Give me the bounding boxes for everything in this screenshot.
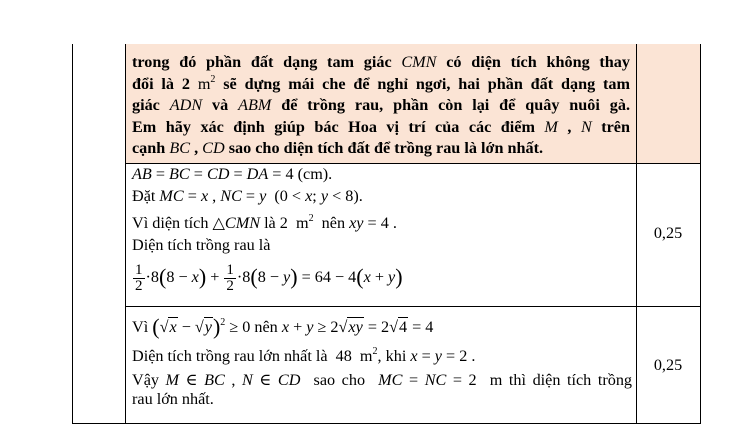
part1-line-4: Diện tích trồng rau là bbox=[132, 235, 271, 254]
problem-score-cell-bg bbox=[637, 44, 700, 163]
part1-score: 0,25 bbox=[653, 224, 683, 242]
part1-line-1: AB = BC = CD = DA = 4 (cm). bbox=[132, 165, 333, 183]
part2-line-4: rau lớn nhất. bbox=[132, 390, 214, 408]
formula-vegetable-area: $\frac{1}{2}$ ·8(8 − x) + $\frac{1}{2}$ ·8(8 − y) = 64 − 4(x + y) bbox=[135, 261, 403, 294]
problem-text bbox=[132, 52, 630, 160]
problem-line: giác ADN và ABM để trồng rau, phần còn lại để quây nuôi gà. bbox=[132, 96, 631, 114]
part2-line-3: Vậy M ∈ BC , N ∈ CD sao cho MC = NC = 2 m thì diện tích trồng bbox=[132, 370, 633, 389]
problem-line: trong đó phần đất dạng tam giác CMN có diện tích không thay bbox=[132, 53, 630, 71]
part1-line-2: Đặt MC = x , NC = y (0 < x; y < 8). bbox=[132, 186, 363, 205]
column-divider-1 bbox=[125, 44, 126, 424]
part2-score: 0,25 bbox=[653, 356, 683, 374]
part2-line-1: Vì $(√x - √y)^2 \ge 0$ nên x + y ≥ 2√xy = 2√4 = 4 bbox=[132, 314, 434, 339]
solution-table bbox=[72, 44, 701, 424]
problem-line: đổi là 2 $m^2$ sẽ dựng mái che để nghỉ ngơi, hai phần đất dạng tam bbox=[132, 73, 630, 93]
problem-line: Em hãy xác định giúp bác Hoa vị trí của các điểm M , N trên bbox=[132, 117, 630, 136]
table-border-bottom bbox=[72, 423, 701, 424]
table-border-right bbox=[700, 44, 701, 424]
table-border-left bbox=[72, 44, 73, 424]
row-divider-2 bbox=[125, 306, 701, 307]
solution-part-1 bbox=[132, 164, 632, 295]
problem-line: cạnh BC , CD sao cho diện tích đất để trồng rau là lớn nhất. bbox=[132, 139, 544, 157]
solution-part-2 bbox=[132, 314, 632, 407]
fraction-half: $\frac{1}{2}$ bbox=[135, 261, 143, 294]
fraction-half: $\frac{1}{2}$ bbox=[226, 261, 234, 294]
part1-line-3: Vì diện tích △CMN là 2 $m^2$ nên xy = 4 . bbox=[132, 213, 397, 232]
part2-line-2: Diện tích trồng rau lớn nhất là 48 $m^2$, khi x = y = 2 . bbox=[132, 346, 476, 365]
